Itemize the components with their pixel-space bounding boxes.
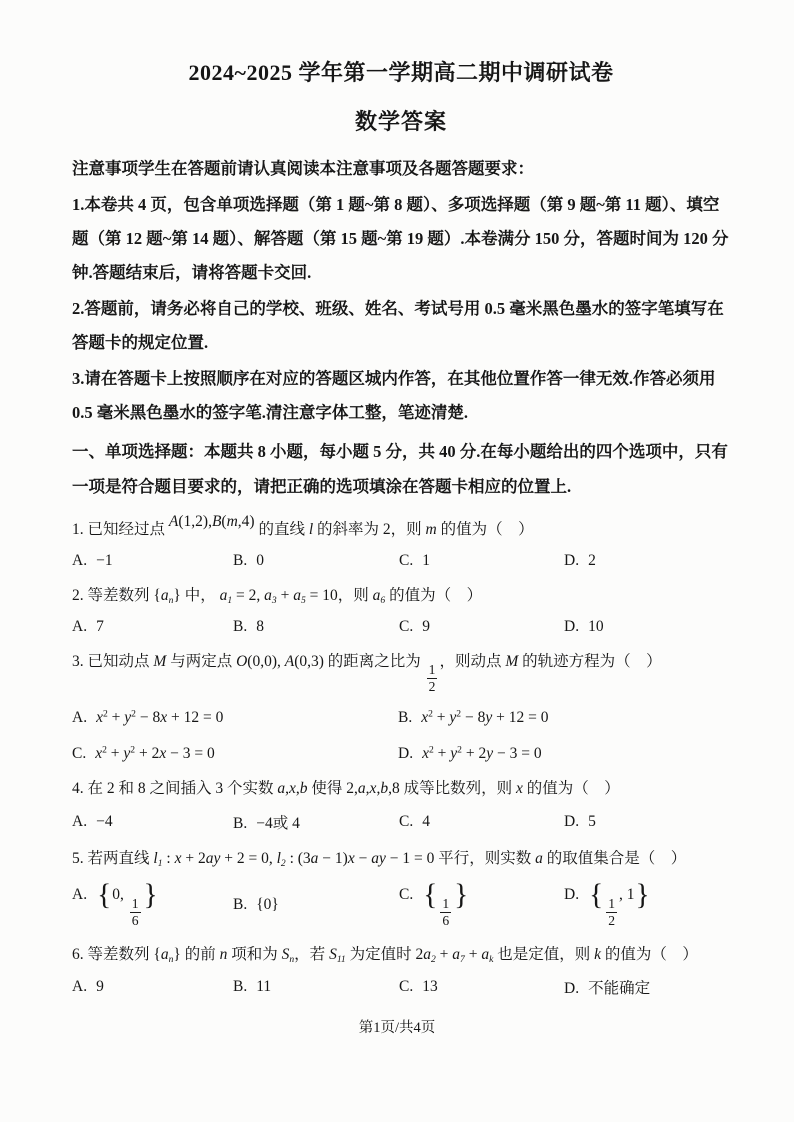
- option-key: C.: [399, 813, 414, 831]
- question-3: [72, 650, 730, 764]
- question-3-option-a: [72, 709, 398, 727]
- option-key: D.: [564, 617, 580, 635]
- question-6-options: [72, 976, 730, 998]
- question-3-options: [72, 709, 730, 764]
- option-key: C.: [399, 551, 414, 569]
- option-key: B.: [233, 895, 248, 913]
- option-key: D.: [564, 551, 580, 569]
- page-title: 2024~2025 学年第一学期高二期中调研试卷: [188, 60, 614, 85]
- question-5-option-b: [233, 896, 399, 914]
- option-key: B.: [233, 978, 248, 996]
- question-3-option-b: [398, 709, 730, 727]
- question-6-option-b: [233, 978, 399, 996]
- question-4-stem: 4. 在 2 和 8 之间插入 3 个实数 a,x,b 使得 2,a,x,b,8 成等比数列，则 x 的值为（ ）: [72, 780, 620, 798]
- option-key: C.: [72, 745, 87, 763]
- option-value: 0: [256, 551, 264, 569]
- question-4-option-c: [399, 813, 564, 831]
- option-key: A.: [72, 813, 88, 831]
- option-value: −4: [96, 813, 113, 831]
- question-1-options: [72, 552, 730, 570]
- question-4-options: [72, 811, 730, 833]
- option-key: D.: [564, 980, 580, 998]
- page-number: 第1页/共4页: [358, 1020, 436, 1036]
- option-key: B.: [398, 709, 413, 727]
- option-value: 7: [96, 617, 104, 635]
- question-5-option-c: [399, 878, 564, 929]
- question-1-option-a: [72, 552, 233, 570]
- question-2-options: [72, 618, 730, 636]
- option-value: { $\frac{1}{6}$ }: [423, 878, 469, 929]
- question-4: [72, 777, 730, 833]
- question-6-option-c: [399, 978, 564, 996]
- question-3-option-d: [398, 745, 730, 763]
- notice-heading: 注意事项学生在答题前请认真阅读本注意事项及各题答题要求：: [72, 159, 534, 178]
- option-value: $x^2 + y^2 - 8x + 12 = 0$: [96, 708, 224, 727]
- question-1-option-d: [564, 552, 730, 570]
- page-subtitle: 数学答案: [354, 109, 447, 134]
- question-4-option-a: [72, 813, 233, 831]
- notice-item-3: 3.请在答题卡上按照顺序在对应的答题区城内作答，在其他位置作答一律无效.作答必须用 0.5 毫米黑色墨水的签字笔.清注意字体工整，笔迹清楚.: [72, 369, 716, 422]
- option-key: A.: [72, 617, 88, 635]
- option-key: C.: [399, 978, 414, 996]
- option-value: 11: [256, 978, 272, 996]
- question-6-stem: 6. 等差数列 {an} 的前 n 项和为 Sn，若 S11 为定值时 2a2 + a7 + ak 也是定值，则 k 的值为（ ）: [72, 945, 698, 965]
- option-value: { $\frac{1}{2}$ , 1}: [589, 878, 650, 929]
- question-3-option-c: [72, 745, 398, 763]
- question-5-options: [72, 878, 730, 929]
- option-key: B.: [233, 815, 248, 833]
- question-6-option-a: [72, 978, 233, 996]
- notice-item-1: 1.本卷共 4 页，包含单项选择题（第 1 题~第 8 题）、多项选择题（第 9 题~第 11 题）、填空题（第 12 题~第 14 题）、解答题（第 15 题~第 19 题）.本卷满分 150 分，答题时间为 120 分钟.答题结束后，请将答题卡交回.: [72, 195, 729, 282]
- question-2-option-b: [233, 618, 399, 636]
- question-2-option-a: [72, 618, 233, 636]
- option-value: 不能确定: [588, 980, 651, 998]
- question-4-option-b: [233, 811, 399, 833]
- question-4-option-d: [564, 813, 730, 831]
- option-value: $x^2 + y^2 + 2y - 3 = 0$: [422, 745, 542, 763]
- option-key: A.: [72, 978, 88, 996]
- option-value: {0}: [256, 895, 279, 913]
- option-key: A.: [72, 551, 88, 569]
- option-key: A.: [72, 886, 88, 904]
- option-value: −4或 4: [256, 815, 300, 833]
- question-2-option-d: [564, 618, 730, 636]
- option-key: D.: [564, 886, 580, 904]
- option-value: 1: [422, 551, 430, 569]
- option-value: −1: [96, 551, 113, 569]
- option-value: 4: [422, 813, 430, 831]
- question-2-stem: 2. 等差数列 {an} 中， a1 = 2, a3 + a5 = 10，则 a6 的值为（ ）: [72, 586, 483, 606]
- option-key: B.: [233, 617, 248, 635]
- question-6-option-d: [564, 976, 730, 998]
- option-value: 8: [256, 617, 264, 635]
- question-5-stem: 5. 若两直线 l1 : x + 2ay + 2 = 0, l2 : (3a − 1)x − ay − 1 = 0 平行，则实数 a 的取值集合是（ ）: [72, 850, 687, 869]
- option-key: B.: [233, 551, 248, 569]
- option-key: C.: [399, 617, 414, 635]
- question-1-option-c: [399, 552, 564, 570]
- notice-item-2: 2.答题前，请务必将自己的学校、班级、姓名、考试号用 0.5 毫米黑色墨水的签字笔填写在答题卡的规定位置.: [72, 299, 724, 352]
- option-value: 2: [588, 551, 596, 569]
- question-5-option-d: [564, 878, 730, 929]
- option-value: 10: [588, 617, 604, 635]
- option-value: 9: [96, 978, 104, 996]
- option-key: D.: [564, 813, 580, 831]
- option-key: D.: [398, 745, 414, 763]
- section-1-heading: 一、单项选择题：本题共 8 小题，每小题 5 分，共 40 分.在每小题给出的四个选项中，只有一项是符合题目要求的，请把正确的选项填涂在答题卡相应的位置上.: [72, 442, 728, 496]
- option-value: $x^2 + y^2 - 8y + 12 = 0$: [421, 708, 549, 727]
- option-value: 13: [422, 978, 438, 996]
- question-1: [72, 513, 730, 570]
- question-3-stem: 3. 已知动点 M 与两定点 O(0,0), A(0,3) 的距离之比为 $\frac{1}{2}$ ，则动点 M 的轨迹方程为（ ）: [72, 652, 662, 695]
- option-value: $x^2 + y^2 + 2x - 3 = 0$: [95, 745, 215, 763]
- option-value: {0, $\frac{1}{6}$ }: [97, 878, 158, 929]
- question-5: [72, 847, 730, 929]
- question-1-option-b: [233, 552, 399, 570]
- question-2: [72, 584, 730, 636]
- question-1-stem: 1. 已知经过点 A(1,2),B(m,4) 的直线 l 的斜率为 2，则 m 的值为（ ）: [72, 513, 534, 538]
- question-6: [72, 943, 730, 999]
- question-2-option-c: [399, 618, 564, 636]
- option-value: 5: [588, 813, 596, 831]
- question-5-option-a: [72, 878, 233, 929]
- option-key: A.: [72, 709, 88, 727]
- option-value: 9: [422, 617, 430, 635]
- option-key: C.: [399, 886, 414, 904]
